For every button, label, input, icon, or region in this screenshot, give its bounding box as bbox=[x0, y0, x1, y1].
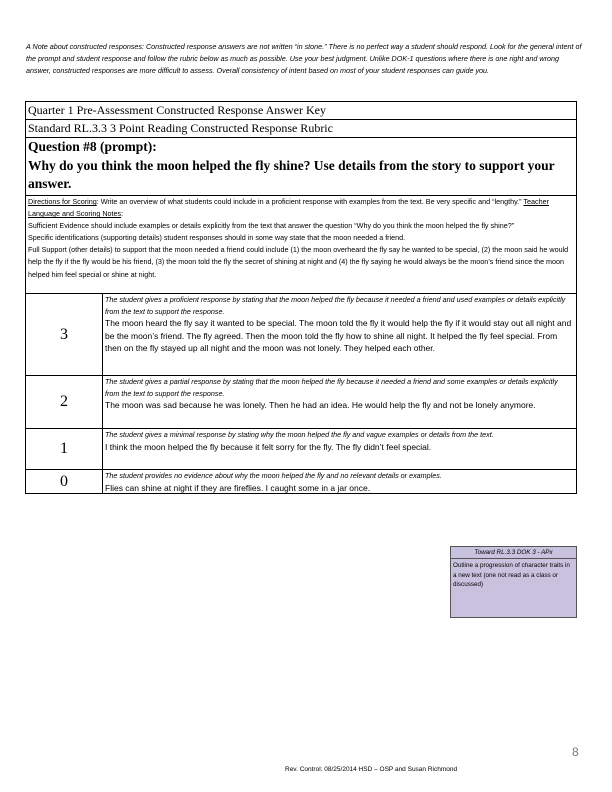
sufficient-evidence: Sufficient Evidence should include examples or details explicitly from the text that answer the question “Why do you think the moon helped the fly shine?” bbox=[28, 221, 515, 231]
specific-identifications: Specific identifications (supporting details) student responses should in some way state that the moon needed a friend. bbox=[28, 233, 406, 243]
score-description: The student gives a minimal response by stating why the moon helped the fly and vague examples or details from the text. bbox=[105, 430, 494, 439]
question-text: Why do you think the moon helped the fly shine? Use details from the story to support your answer. bbox=[28, 157, 555, 191]
score-description: The student provides no evidence about why the moon helped the fly and no relevant details or examples. bbox=[105, 471, 442, 480]
question-label: Question #8 (prompt): bbox=[28, 139, 157, 154]
constructed-response-note: A Note about constructed responses: Constructed response answers are not written “in stone.” There is no perfect way a student should respond. Look for the general intent of the prompt and student response and follow the rubric below as much as possible. Use your best judgment. Unlike DOK-1 questions where there is one right and wrong answer, constructed responses are more difficult to assess. Overall consistency of intent based on most of your student responses can guide you. bbox=[26, 42, 582, 76]
directions-label: Directions for Scoring bbox=[28, 197, 97, 206]
standard-row: Standard RL.3.3 3 Point Reading Constructed Response Rubric bbox=[26, 120, 576, 138]
score-example: The moon heard the fly say it wanted to be special. The moon told the fly it would help the fly if it would stay out all night and be the moon’s friend. The fly agreed. Then the moon told the fly how to shine all night. It helped the fly feel special. From then on the fly stayed up all night and the moon was not lonely. They helped each other. bbox=[105, 318, 572, 354]
dok-box-header: Toward RL.3.3 DOK 3 - APx bbox=[451, 547, 576, 559]
score-example: I think the moon helped the fly because it felt sorry for the fly. The fly didn’t feel special. bbox=[105, 441, 432, 452]
score-content bbox=[103, 470, 576, 493]
score-content bbox=[103, 376, 576, 428]
score-content bbox=[103, 429, 576, 469]
score-description: The student gives a proficient response by stating that the moon helped the fly because it needed a friend and used examples or details explicitly from the text to support the response. bbox=[105, 295, 566, 316]
score-value: 2 bbox=[26, 376, 103, 428]
score-description: The student gives a partial response by stating that the moon helped the fly because it needed a friend and some examples or details explicitly from the text to support the response. bbox=[105, 377, 558, 398]
score-content bbox=[103, 294, 576, 375]
score-value: 3 bbox=[26, 294, 103, 375]
page-number: 8 bbox=[572, 745, 579, 759]
score-value: 0 bbox=[26, 470, 103, 493]
teacher-notes-label: Teacher Language and Scoring Notes bbox=[28, 197, 549, 219]
score-row-2 bbox=[26, 376, 576, 429]
score-example: The moon was sad because he was lonely. Then he had an idea. He would help the fly and not be lonely anymore. bbox=[105, 400, 536, 411]
score-row-3 bbox=[26, 294, 576, 376]
score-example: Flies can shine at night if they are fireflies. I caught some in a jar once. bbox=[105, 482, 371, 493]
question-prompt bbox=[26, 138, 576, 196]
table-title: Quarter 1 Pre-Assessment Constructed Response Answer Key bbox=[26, 102, 576, 120]
directions-line bbox=[28, 196, 574, 220]
score-value: 1 bbox=[26, 429, 103, 469]
full-support: Full Support (other details) to support that the moon needed a friend could include (1) the moon overheard the fly say he wanted to be special, (2) the moon said he would help the fly if the fly would be his friend, (3) the moon told the fly the secret of shining at night and (4) the fly saying he would always be the moon’s friend since the moon helped him feel special or shine at night. bbox=[28, 245, 569, 279]
teacher-notes-colon: : bbox=[121, 209, 124, 219]
revision-footer: Rev. Control: 08/25/2014 HSD – OSP and Susan Richmond bbox=[285, 766, 458, 773]
score-row-1 bbox=[26, 429, 576, 470]
dok-standard-box bbox=[450, 546, 577, 618]
answer-key-table bbox=[25, 101, 577, 494]
dok-box-body: Outline a progression of character traits in a new text (one not read as a class or discussed) bbox=[453, 562, 570, 588]
directions-text: : Write an overview of what students could include in a proficient response with examples from the text. Be very specific and “lengthy.” bbox=[96, 197, 522, 206]
score-row-0 bbox=[26, 470, 576, 493]
scoring-directions bbox=[26, 196, 576, 294]
